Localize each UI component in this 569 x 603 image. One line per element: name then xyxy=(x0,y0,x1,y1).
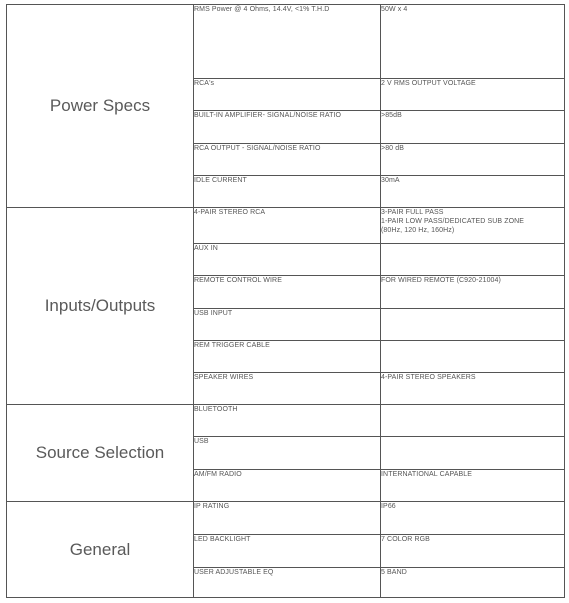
spec-value-line: 4-PAIR STEREO SPEAKERS xyxy=(381,374,476,381)
spec-value-line: 2 V RMS OUTPUT VOLTAGE xyxy=(381,80,476,87)
spec-label: IDLE CURRENT xyxy=(194,176,381,208)
spec-value xyxy=(381,144,565,176)
spec-table xyxy=(6,4,565,598)
spec-value xyxy=(381,341,565,373)
spec-value-line: 3-PAIR FULL PASS xyxy=(381,209,444,216)
spec-label: USB xyxy=(194,437,381,470)
spec-row xyxy=(7,502,565,535)
section-title: General xyxy=(7,502,194,598)
spec-value xyxy=(381,535,565,568)
spec-label: USB INPUT xyxy=(194,309,381,341)
spec-value xyxy=(381,309,565,341)
spec-value-line: INTERNATIONAL CAPABLE xyxy=(381,471,473,478)
spec-label: RMS Power @ 4 Ohms, 14.4V, <1% T.H.D xyxy=(194,5,381,79)
spec-value xyxy=(381,244,565,276)
spec-value xyxy=(381,568,565,598)
spec-label: RCA's xyxy=(194,79,381,111)
spec-value xyxy=(381,502,565,535)
spec-value xyxy=(381,470,565,502)
spec-value-line: 1-PAIR LOW PASS/DEDICATED SUB ZONE xyxy=(381,218,525,225)
spec-value-line: >85dB xyxy=(381,112,402,119)
spec-label: 4-PAIR STEREO RCA xyxy=(194,208,381,244)
spec-label: REMOTE CONTROL WIRE xyxy=(194,276,381,309)
spec-table-body xyxy=(7,5,565,598)
spec-label: LED BACKLIGHT xyxy=(194,535,381,568)
spec-value xyxy=(381,176,565,208)
spec-label: IP RATING xyxy=(194,502,381,535)
section-title: Source Selection xyxy=(7,405,194,502)
spec-label: AUX IN xyxy=(194,244,381,276)
spec-value xyxy=(381,208,565,244)
spec-label: RCA OUTPUT - SIGNAL/NOISE RATIO xyxy=(194,144,381,176)
spec-label: SPEAKER WIRES xyxy=(194,373,381,405)
spec-value xyxy=(381,373,565,405)
spec-value-line: 7 COLOR RGB xyxy=(381,536,430,543)
spec-value xyxy=(381,111,565,144)
spec-value-line: FOR WIRED REMOTE (C920-21004) xyxy=(381,277,501,284)
spec-row xyxy=(7,5,565,79)
spec-row xyxy=(7,208,565,244)
spec-row xyxy=(7,405,565,437)
spec-label: BLUETOOTH xyxy=(194,405,381,437)
spec-label: REM TRIGGER CABLE xyxy=(194,341,381,373)
section-title: Power Specs xyxy=(7,5,194,208)
spec-value-line: >80 dB xyxy=(381,145,404,152)
spec-label: AM/FM RADIO xyxy=(194,470,381,502)
spec-value xyxy=(381,79,565,111)
section-title: Inputs/Outputs xyxy=(7,208,194,405)
spec-value-line: (80Hz, 120 Hz, 160Hz) xyxy=(381,227,455,234)
spec-value xyxy=(381,405,565,437)
spec-value-line: 5 BAND xyxy=(381,569,407,576)
spec-value-line: IP66 xyxy=(381,503,396,510)
spec-value-line: 30mA xyxy=(381,177,400,184)
spec-label: BUILT-IN AMPLIFIER- SIGNAL/NOISE RATIO xyxy=(194,111,381,144)
spec-value xyxy=(381,437,565,470)
spec-label: USER ADJUSTABLE EQ xyxy=(194,568,381,598)
spec-value xyxy=(381,276,565,309)
spec-value xyxy=(381,5,565,79)
spec-value-line: 50W x 4 xyxy=(381,6,408,13)
